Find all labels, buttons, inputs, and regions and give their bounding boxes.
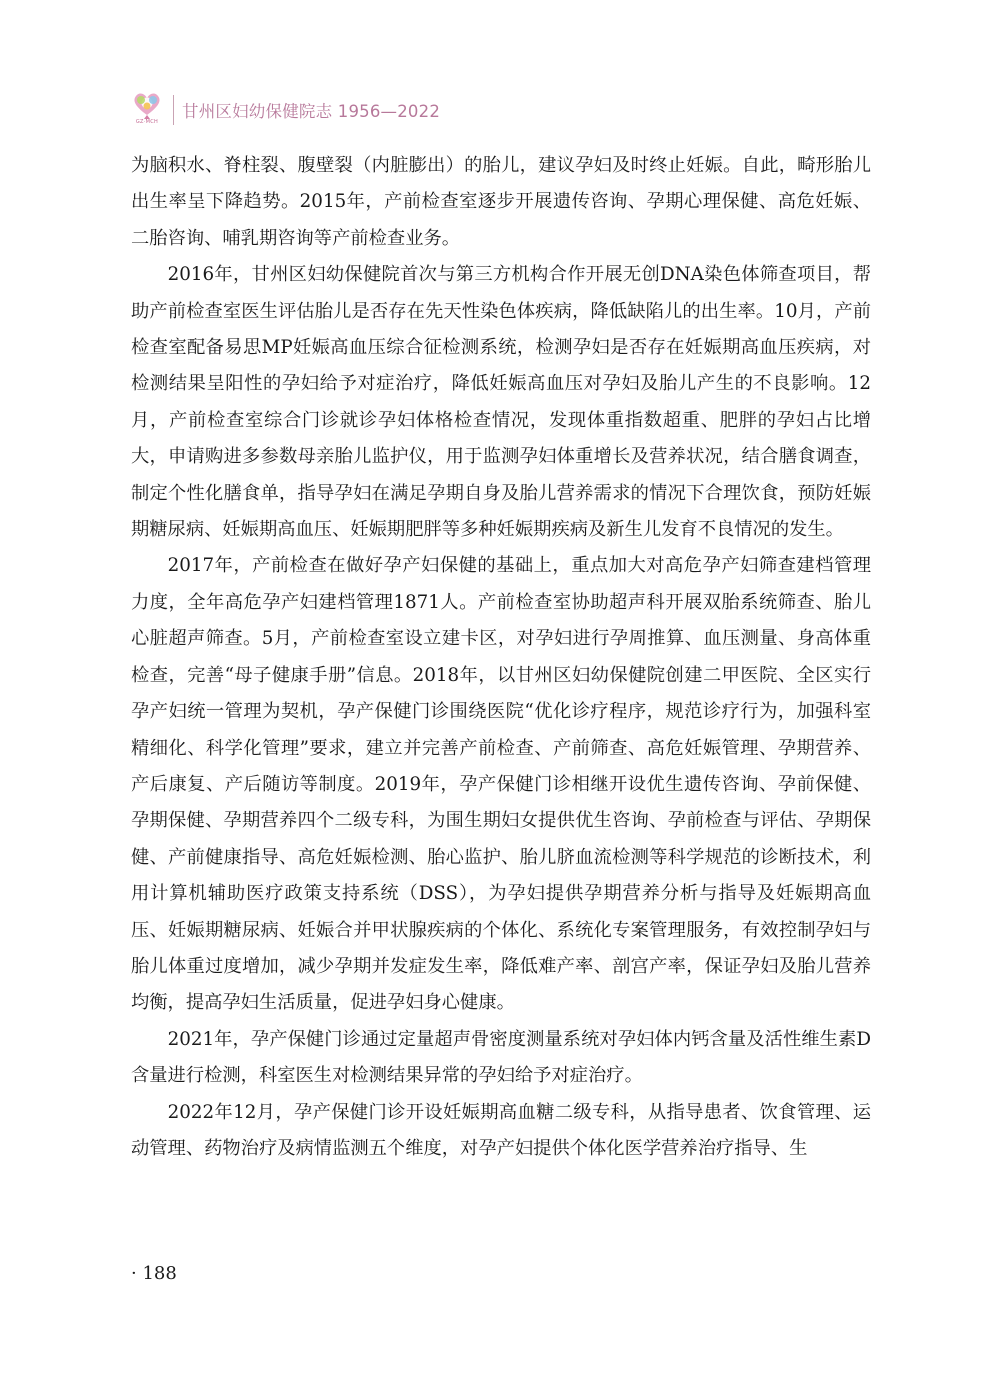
paragraph-4: 2021年，孕产保健门诊通过定量超声骨密度测量系统对孕妇体内钙含量及活性维生素D含量进行检测，科室医生对检测结果异常的孕妇给予对症治疗。	[131, 1028, 871, 1087]
paragraph-5: 2022年12月，孕产保健门诊开设妊娠期高血糖二级专科，从指导患者、饮食管理、运动管理、药物治疗及病情监测五个维度，对孕产妇提供个体化医学营养治疗指导、生	[131, 1101, 871, 1159]
heart-flower-icon	[130, 90, 164, 120]
page-number: · 188	[131, 1263, 177, 1284]
body-text	[131, 148, 871, 1167]
logo-caption: GZ·MCH	[135, 119, 159, 125]
paragraph-2: 2016年，甘州区妇幼保健院首次与第三方机构合作开展无创DNA染色体筛查项目，帮助产前检查室医生评估胎儿是否存在先天性染色体疾病，降低缺陷儿的出生率。10月，产前检查室配备易思MP妊娠高血压综合征检测系统，检测孕妇是否存在妊娠期高血压疾病，对检测结果呈阳性的孕妇给予对症治疗，降低妊娠高血压对孕妇及胎儿产生的不良影响。12月，产前检查室综合门诊就诊孕妇体格检查情况，发现体重指数超重、肥胖的孕妇占比增大，申请购进多参数母亲胎儿监护仪，用于监测孕妇体重增长及营养状况，结合膳食调查，制定个性化膳食单，指导孕妇在满足孕期自身及胎儿营养需求的情况下合理饮食，预防妊娠期糖尿病、妊娠期高血压、妊娠期肥胖等多种妊娠期疾病及新生儿发育不良情况的发生。	[131, 264, 871, 541]
header-divider	[173, 95, 174, 125]
hospital-logo	[130, 90, 164, 130]
paragraph-3: 2017年，产前检查在做好孕产妇保健的基础上，重点加大对高危孕产妇筛查建档管理力度，全年高危孕产妇建档管理1871人。产前检查室协助超声科开展双胎系统筛查、胎儿心脏超声筛查。5月，产前检查室设立建卡区，对孕妇进行孕周推算、血压测量、身高体重检查，完善“母子健康手册”信息。2018年，以甘州区妇幼保健院创建二甲医院、全区实行孕产妇统一管理为契机，孕产保健门诊围绕医院“优化诊疗程序，规范诊疗行为，加强科室精细化、科学化管理”要求，建立并完善产前检查、产前筛查、高危妊娠管理、孕期营养、产后康复、产后随访等制度。2019年，孕产保健门诊相继开设优生遗传咨询、孕前保健、孕期保健、孕期营养四个二级专科，为围生期妇女提供优生咨询、孕前检查与评估、孕期保健、产前健康指导、高危妊娠检测、胎心监护、胎儿脐血流检测等科学规范的诊断技术，利用计算机辅助医疗政策支持系统（DSS），为孕妇提供孕期营养分析与指导及妊娠期高血压、妊娠期糖尿病、妊娠合并甲状腺疾病的个体化、系统化专案管理服务，有效控制孕妇与胎儿体重过度增加，减少孕期并发症发生率，降低难产率、剖宫产率，保证孕妇及胎儿营养均衡，提高孕妇生活质量，促进孕妇身心健康。	[131, 555, 871, 1014]
running-header-title: 甘州区妇幼保健院志 1956—2022	[182, 102, 441, 121]
page-header	[130, 90, 440, 130]
paragraph-1: 为脑积水、脊柱裂、腹壁裂（内脏膨出）的胎儿，建议孕妇及时终止妊娠。自此，畸形胎儿出生率呈下降趋势。2015年，产前检查室逐步开展遗传咨询、孕期心理保健、高危妊娠、二胎咨询、哺乳期咨询等产前检查业务。	[131, 155, 871, 249]
